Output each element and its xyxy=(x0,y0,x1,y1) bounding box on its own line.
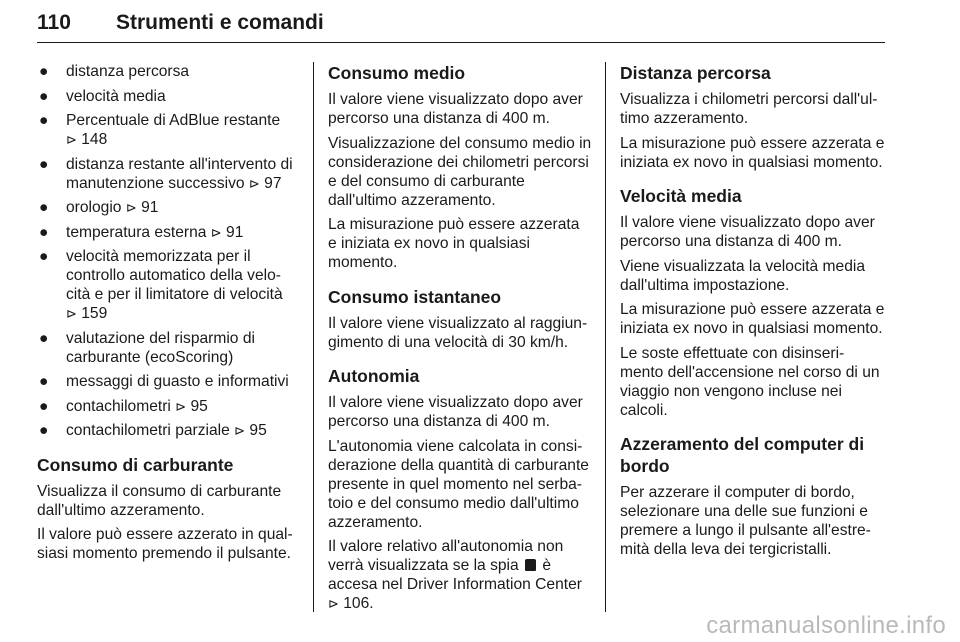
paragraph: Visualizzazione del consumo medio in considerazione dei chilometri percorsi e del consumo di carburante dall'ultimo azzeramento. xyxy=(328,134,592,209)
paragraph: Visualizza i chilometri percorsi dall'ul-timo azzeramento. xyxy=(620,91,878,127)
section-heading-velocita-media: Velocità media xyxy=(620,186,742,206)
bullet-icon: ● xyxy=(39,248,49,265)
list-item: ● temperatura esterna ⊳ 91 xyxy=(39,223,244,241)
page-reference-icon: ⊳ xyxy=(248,175,260,191)
page-reference[interactable]: 159 xyxy=(81,305,108,322)
bullet-icon: ● xyxy=(39,223,49,241)
list-item: ● distanza restante all'intervento di manutenzione successivo ⊳ 97 xyxy=(39,155,293,192)
page-reference[interactable]: 95 xyxy=(249,422,267,439)
watermark: carmanualsonline.info xyxy=(706,612,946,639)
section-heading-consumo-medio: Consumo medio xyxy=(328,63,466,83)
paragraph: Il valore viene visualizzato dopo aver percorso una distanza di 400 m. xyxy=(620,214,875,250)
list-item: ● distanza percorsa xyxy=(39,63,190,80)
paragraph: La misurazione può essere azzerata e iniziata ex novo in qualsiasi momento. xyxy=(328,216,580,271)
column-3 xyxy=(620,62,886,565)
page-title: Strumenti e comandi xyxy=(116,11,324,34)
paragraph: Il valore può essere azzerato in qual-siasi momento premendo il pulsante. xyxy=(37,526,293,562)
bullet-icon: ● xyxy=(39,373,49,390)
page-reference-icon: ⊳ xyxy=(328,596,339,611)
list-item: ● contachilometri parziale ⊳ 95 xyxy=(39,422,267,439)
fuel-warning-light-icon xyxy=(525,559,536,571)
page-reference[interactable]: 95 xyxy=(190,397,208,415)
page-reference-icon: ⊳ xyxy=(234,423,246,438)
paragraph: Le soste effettuate con disinseri-mento dell'accensione nel corso di un viaggio non vengono incluse nei calcoli. xyxy=(620,344,880,419)
list-item: ● velocità memorizzata per il controllo automatico della velo-cità e per il limitatore di velocità ⊳ 159 xyxy=(39,248,283,322)
section-heading-autonomia: Autonomia xyxy=(328,366,420,386)
list-item: ● Percentuale di AdBlue restante ⊳ 148 xyxy=(39,112,281,148)
section-heading-consumo-istantaneo: Consumo istantaneo xyxy=(328,286,502,307)
paragraph: Il valore viene visualizzato dopo aver percorso una distanza di 400 m. xyxy=(328,394,583,430)
list-item: ● orologio ⊳ 91 xyxy=(39,199,159,216)
page-reference[interactable]: 91 xyxy=(226,223,244,241)
bullet-icon: ● xyxy=(39,155,49,173)
page-reference[interactable]: 148 xyxy=(81,131,108,148)
paragraph: L'autonomia viene calcolata in consi-derazione della quantità di carburante presente in quel momento nel serba-toio e del consumo medio dall'ultimo azzeramento. xyxy=(328,437,589,531)
page-reference-icon: ⊳ xyxy=(210,224,222,240)
paragraph: La misurazione può essere azzerata e iniziata ex novo in qualsiasi momento. xyxy=(620,301,885,337)
section-heading-consumo-carburante: Consumo di carburante xyxy=(37,454,234,475)
column-1 xyxy=(37,62,301,569)
bullet-icon: ● xyxy=(39,422,49,439)
paragraph: Il valore relativo all'autonomia non verrà visualizzata se la spia è accesa nel Driver Information Center ⊳ 106. xyxy=(328,538,582,612)
page-reference-icon: ⊳ xyxy=(66,306,77,321)
page-reference[interactable]: 91 xyxy=(141,199,159,216)
column-divider xyxy=(605,62,606,612)
page-number: 110 xyxy=(37,11,71,34)
page-reference-icon: ⊳ xyxy=(175,398,187,414)
page-reference[interactable]: 106. xyxy=(343,595,374,612)
list-item: ● messaggi di guasto e informativi xyxy=(39,373,289,390)
list-item: ● velocità media xyxy=(39,87,166,105)
paragraph: Visualizza il consumo di carburante dall'ultimo azzeramento. xyxy=(37,482,282,519)
bullet-icon: ● xyxy=(39,199,49,216)
section-heading-distanza-percorsa: Distanza percorsa xyxy=(620,63,771,83)
page-header xyxy=(37,4,885,43)
bullet-icon: ● xyxy=(39,63,49,80)
bullet-icon: ● xyxy=(39,329,49,347)
column-divider xyxy=(313,62,314,612)
bullet-list xyxy=(37,62,301,440)
paragraph: Il valore viene visualizzato al raggiun-gimento di una velocità di 30 km/h. xyxy=(328,314,588,351)
paragraph: Per azzerare il computer di bordo, selezionare una delle sue funzioni e premere a lungo il pulsante all'estre-mità della leva dei tergicristalli. xyxy=(620,484,871,558)
page-reference-icon: ⊳ xyxy=(66,132,77,147)
bullet-icon: ● xyxy=(39,87,49,105)
paragraph: Il valore viene visualizzato dopo aver percorso una distanza di 400 m. xyxy=(328,91,583,127)
bullet-icon: ● xyxy=(39,112,49,129)
list-item: ● valutazione del risparmio di carburante (ecoScoring) xyxy=(39,329,255,366)
column-2 xyxy=(328,62,592,619)
paragraph: La misurazione può essere azzerata e iniziata ex novo in qualsiasi momento. xyxy=(620,134,885,171)
page-reference-icon: ⊳ xyxy=(125,200,137,215)
bullet-icon: ● xyxy=(39,397,49,415)
paragraph: Viene visualizzata la velocità media dall'ultima impostazione. xyxy=(620,257,866,294)
page-reference[interactable]: 97 xyxy=(264,174,282,192)
section-heading-azzeramento: Azzeramento del computer di bordo xyxy=(620,434,865,476)
list-item: ● contachilometri ⊳ 95 xyxy=(39,397,208,415)
